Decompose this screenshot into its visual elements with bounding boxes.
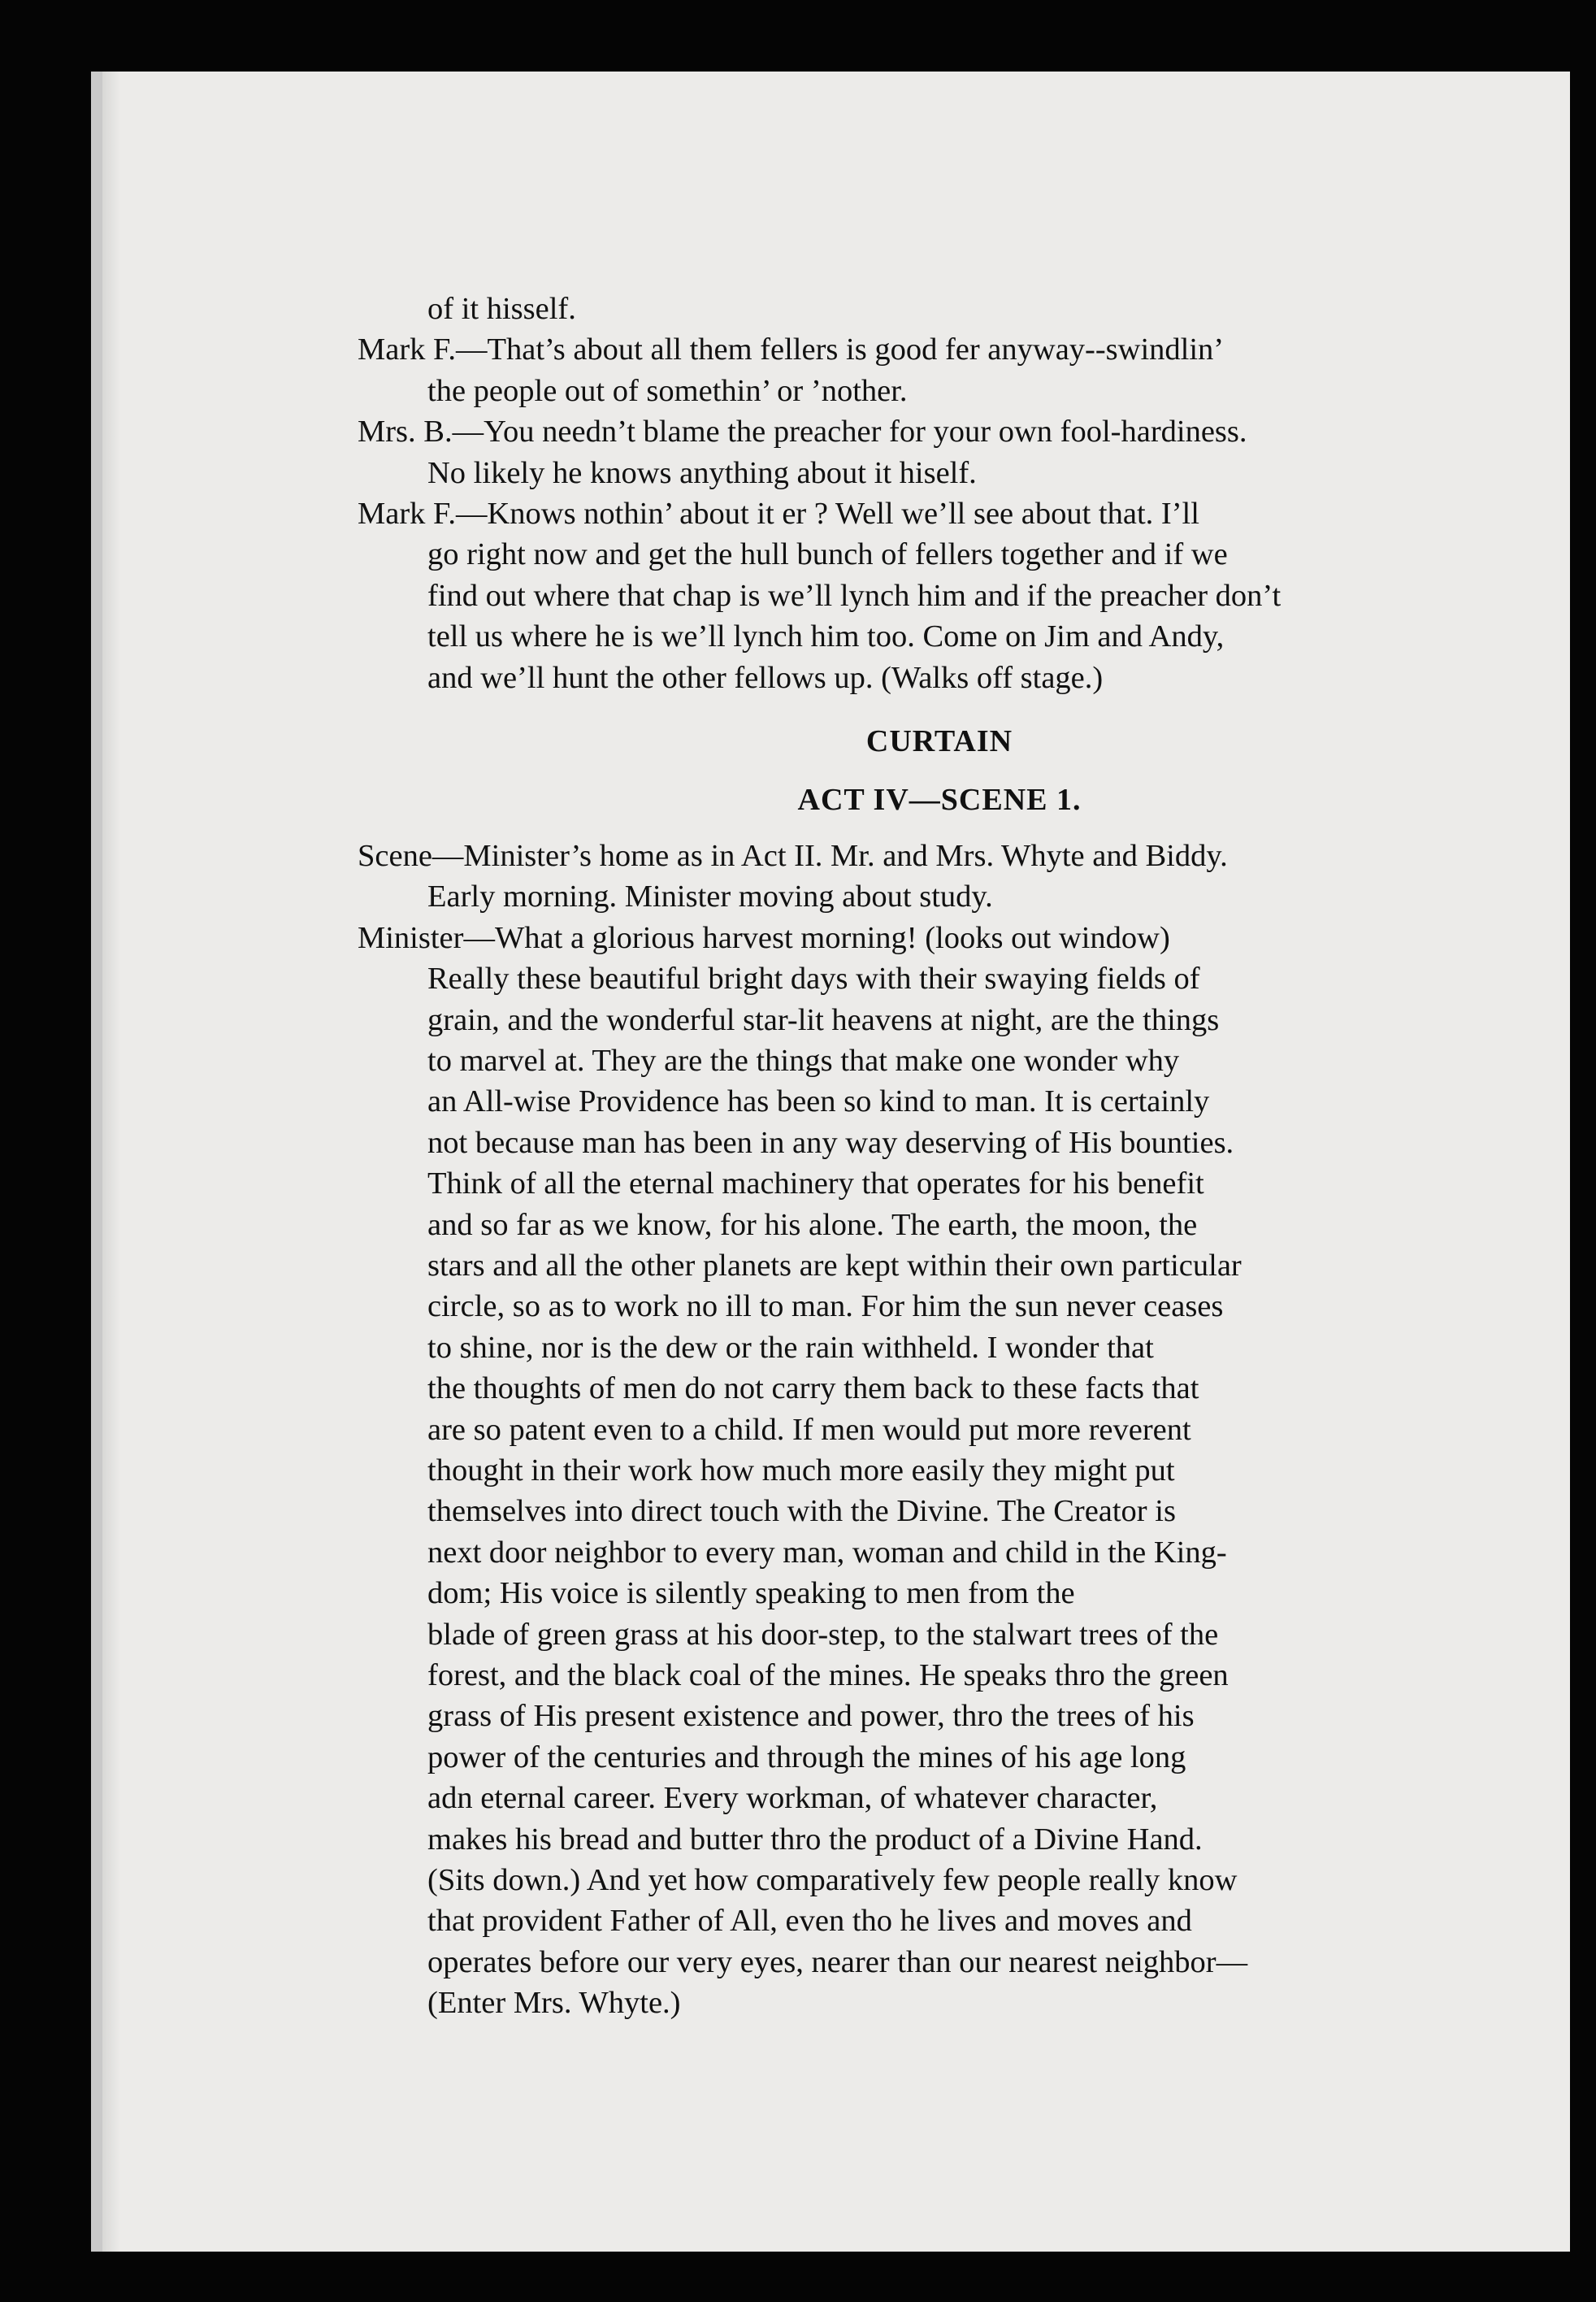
text-line: forest, and the black coal of the mines. He speaks thro the green <box>427 1658 1229 1692</box>
text-line: power of the centuries and through the mines of his age long <box>427 1740 1186 1774</box>
text-line: grass of His present existence and power, thro the trees of his <box>427 1699 1195 1734</box>
text-line: not because man has been in any way deserving of His bounties. <box>427 1125 1234 1160</box>
act-scene-heading: ACT IV—SCENE 1. <box>797 783 1082 818</box>
text-line: Scene—Minister’s home as in Act II. Mr. and Mrs. Whyte and Biddy. <box>358 838 1228 873</box>
text-line: themselves into direct touch with the Divine. The Creator is <box>427 1494 1176 1529</box>
text-line: find out where that chap is we’ll lynch him and if the preacher don’t <box>427 578 1282 613</box>
text-line: operates before our very eyes, nearer than our nearest neighbor— <box>427 1944 1248 1979</box>
text-line: an All-wise Providence has been so kind to man. It is certainly <box>427 1084 1210 1119</box>
text-line: No likely he knows anything about it hiself. <box>427 455 977 490</box>
page-text <box>358 289 1521 2024</box>
text-line: tell us where he is we’ll lynch him too. Come on Jim and Andy, <box>427 619 1225 654</box>
text-line: to marvel at. They are the things that make one wonder why <box>427 1043 1180 1078</box>
text-line: circle, so as to work no ill to man. For him the sun never ceases <box>427 1289 1224 1324</box>
text-line: (Enter Mrs. Whyte.) <box>427 1986 681 2021</box>
text-line: adn eternal career. Every workman, of whatever character, <box>427 1781 1158 1816</box>
text-line: and we’ll hunt the other fellows up. (Walks off stage.) <box>427 660 1104 695</box>
dialogue-section-act-three-end <box>358 289 1521 698</box>
text-line: Think of all the eternal machinery that operates for his benefit <box>427 1166 1204 1201</box>
text-line: thought in their work how much more easily they might put <box>427 1453 1175 1488</box>
page-binding-edge <box>102 72 120 2252</box>
text-line: Early morning. Minister moving about study. <box>427 880 993 914</box>
dialogue-section-act-four <box>358 836 1521 2024</box>
text-line: blade of green grass at his door-step, to the stalwart trees of the <box>427 1617 1219 1652</box>
text-line: the people out of somethin’ or ’nother. <box>427 373 908 408</box>
text-line: the thoughts of men do not carry them back to these facts that <box>427 1371 1199 1406</box>
text-line: next door neighbor to every man, woman and child in the King- <box>427 1535 1227 1570</box>
text-line: (Sits down.) And yet how comparatively few people really know <box>427 1863 1238 1898</box>
text-line: to shine, nor is the dew or the rain withheld. I wonder that <box>427 1330 1154 1365</box>
curtain-heading: CURTAIN <box>865 724 1013 759</box>
text-line: go right now and get the hull bunch of fellers together and if we <box>427 537 1228 572</box>
text-line: Mark F.—That’s about all them fellers is good fer anyway--swindlin’ <box>358 332 1225 367</box>
text-line: that provident Father of All, even tho he lives and moves and <box>427 1904 1192 1939</box>
text-line: Mrs. B.—You needn’t blame the preacher for your own fool-hardiness. <box>358 415 1247 450</box>
text-line: and so far as we know, for his alone. The earth, the moon, the <box>427 1207 1198 1242</box>
text-line: Really these beautiful bright days with their swaying fields of <box>427 962 1200 997</box>
text-line: are so patent even to a child. If men would put more reverent <box>427 1412 1191 1447</box>
text-line: dom; His voice is silently speaking to men from the <box>427 1576 1075 1611</box>
text-line: Mark F.—Knows nothin’ about it er ? Well we’ll see about that. I’ll <box>358 497 1199 532</box>
text-line: grain, and the wonderful star-lit heavens at night, are the things <box>427 1002 1220 1037</box>
text-line: of it hisself. <box>427 292 576 326</box>
text-line: makes his bread and butter thro the product of a Divine Hand. <box>427 1822 1203 1857</box>
text-line: Minister—What a glorious harvest morning! (looks out window) <box>358 920 1170 955</box>
text-line: stars and all the other planets are kept within their own particular <box>427 1248 1242 1283</box>
